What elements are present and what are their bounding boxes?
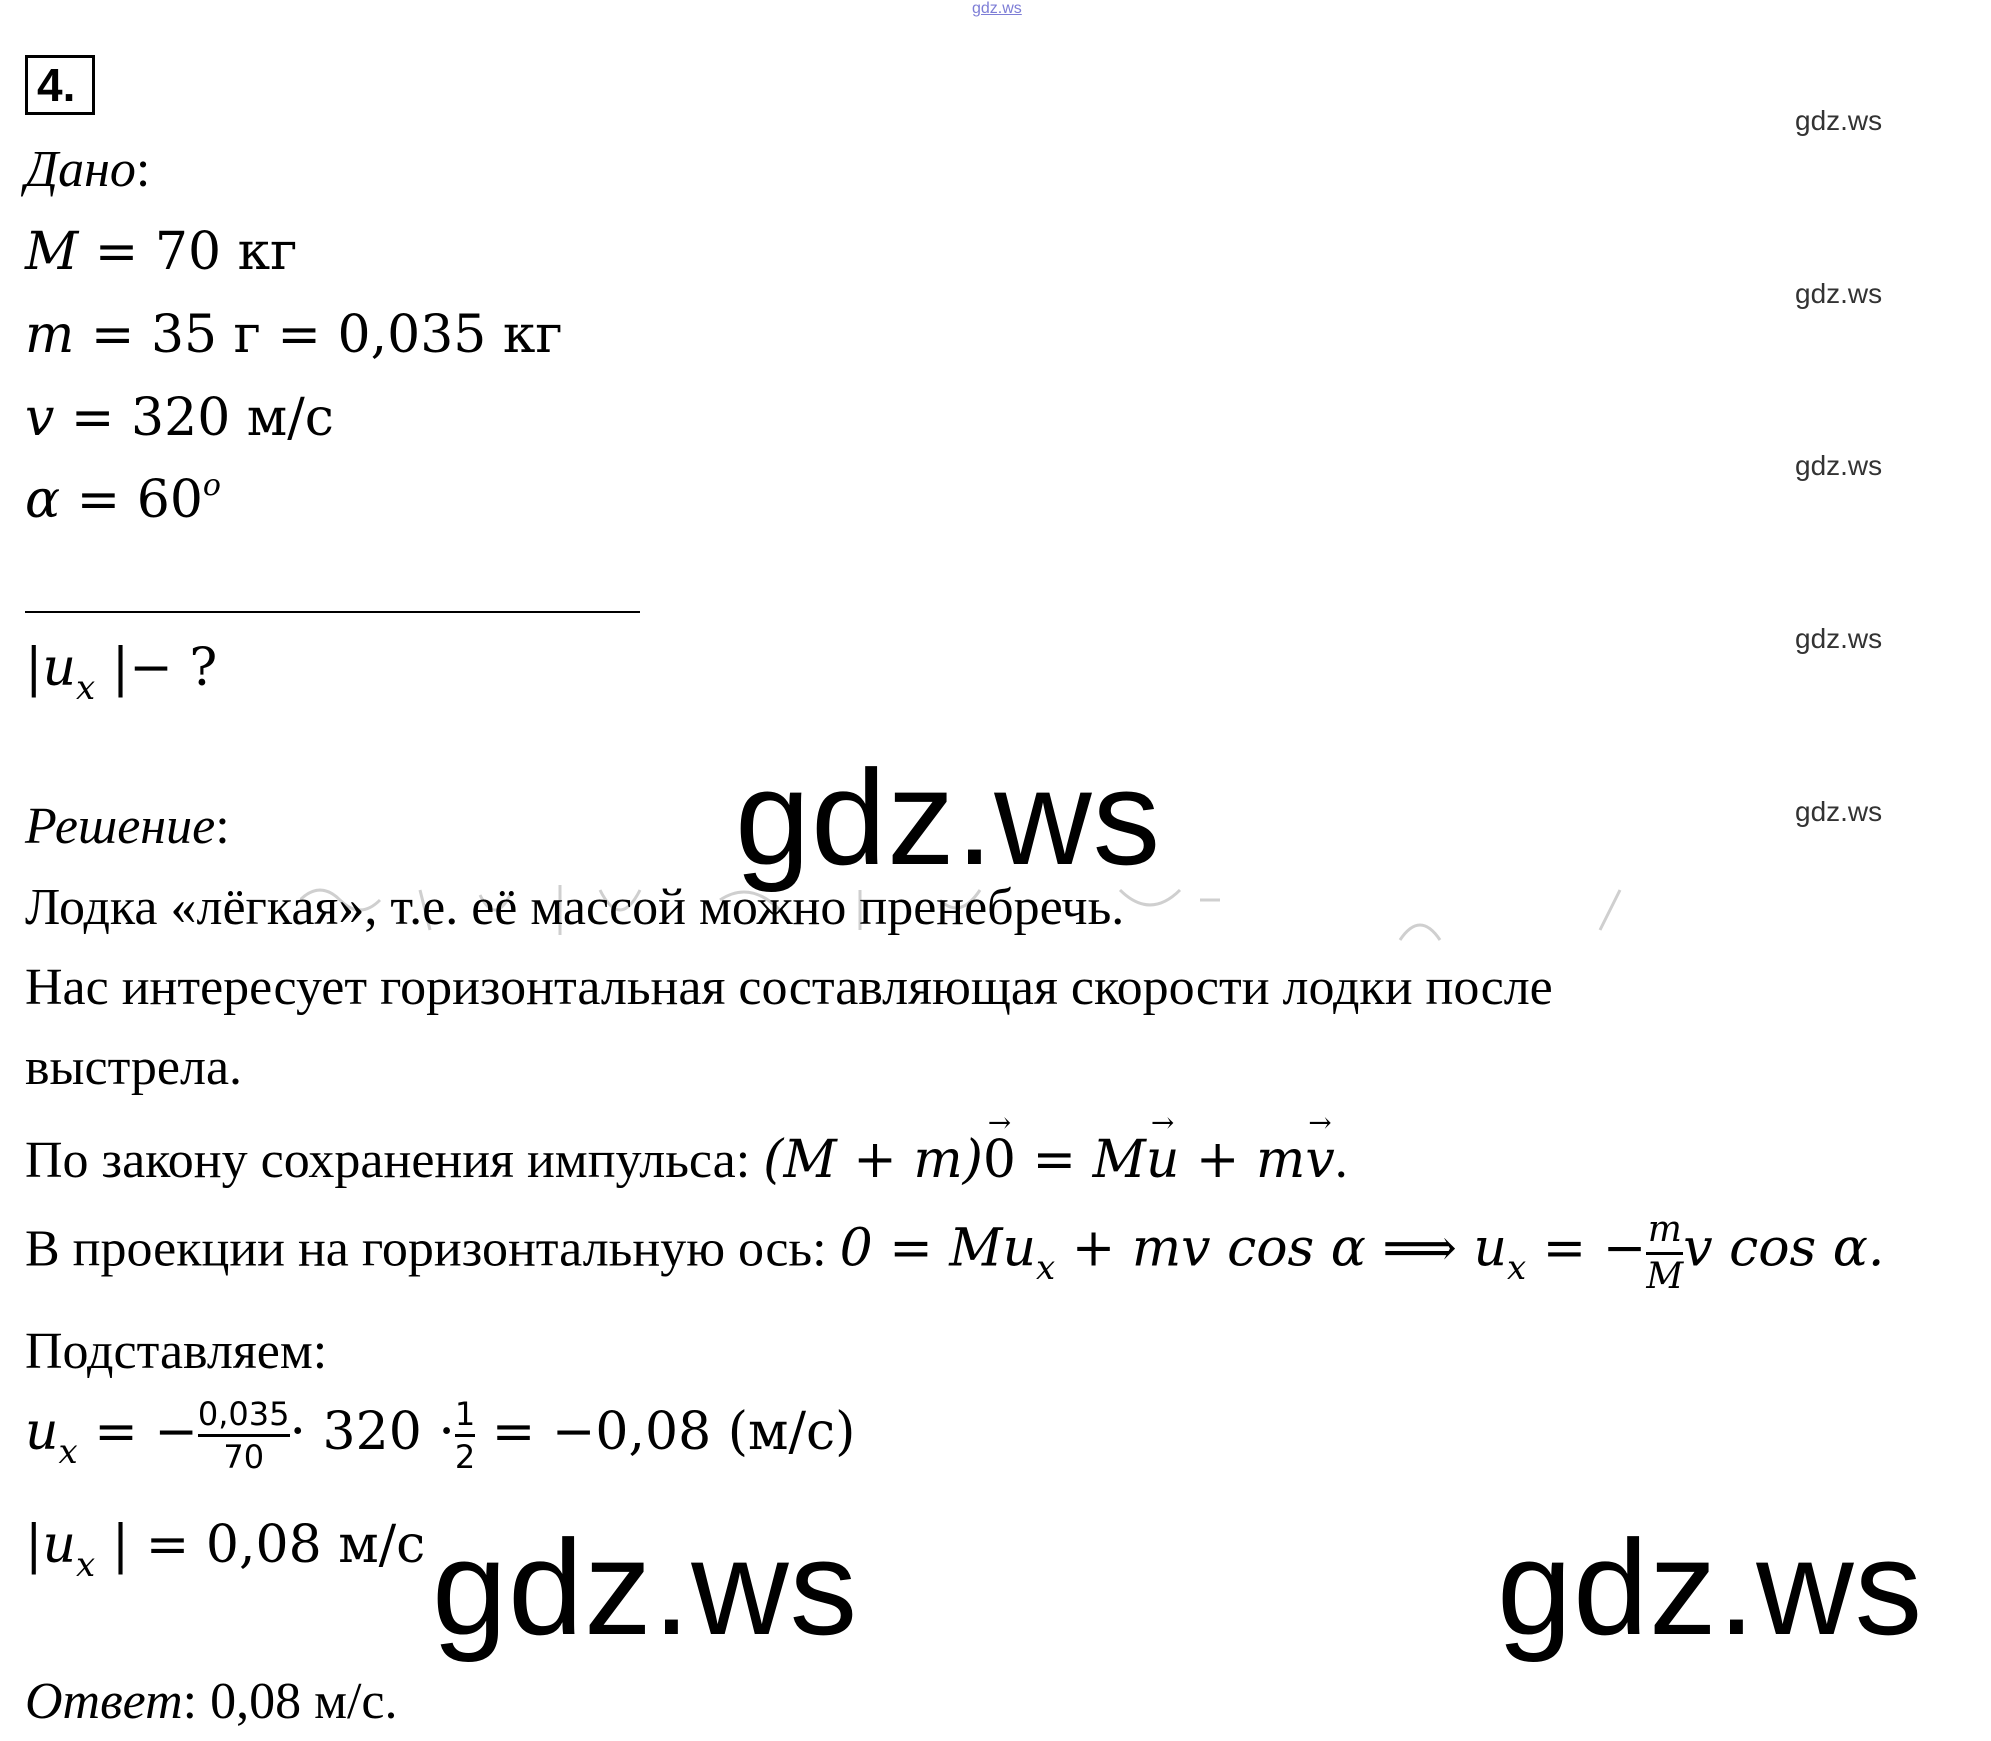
given-velocity	[25, 388, 334, 448]
given-heading	[25, 140, 150, 199]
given-colon: :	[135, 141, 151, 198]
var-v: v	[25, 388, 55, 448]
watermark-small-5: gdz.ws	[1795, 796, 1883, 827]
projection-eq-b: + mv cos α ⟹ u	[1055, 1218, 1507, 1279]
solution-line-6: Подставляем:	[25, 1323, 328, 1380]
val-v: = 320 м/с	[54, 388, 334, 448]
solution-line-3: выстрела.	[25, 1039, 243, 1096]
fraction-numerator: 1	[454, 1395, 476, 1433]
watermark-big-center: gdz.ws	[735, 742, 1162, 893]
given-mass-M	[25, 222, 297, 282]
fraction-numerator: m	[1647, 1209, 1682, 1250]
fraction-numerator: 0,035	[197, 1395, 290, 1433]
momentum-eq-c: + m	[1179, 1130, 1306, 1190]
find-line	[25, 638, 218, 708]
given-divider	[25, 611, 640, 613]
vector-u: → u	[1146, 1130, 1180, 1190]
projection-text: В проекции на горизонтальную ось:	[25, 1220, 840, 1278]
momentum-eq-a: (M + m)	[763, 1130, 983, 1190]
fraction-bar	[1646, 1252, 1683, 1255]
momentum-law-text: По закону сохранения импульса:	[25, 1132, 764, 1189]
abs-rest: | = 0,08 м/с	[95, 1515, 426, 1575]
calculation-line	[25, 1395, 856, 1476]
var-M: M	[25, 222, 79, 282]
solution-line-2: Нас интересует горизонтальная составляющая скорости лодки после	[25, 959, 1553, 1016]
calc-eq-c: = −0,08 (м/с)	[475, 1402, 856, 1462]
val-alpha: = 60	[60, 470, 203, 530]
watermark-small-2: gdz.ws	[1795, 278, 1883, 309]
abs-value-line	[25, 1515, 426, 1585]
vector-zero: → 0	[983, 1130, 1016, 1190]
alpha-degree-sup: o	[202, 468, 221, 503]
find-abs-open: |	[25, 638, 43, 698]
solution-line-4	[25, 1130, 1348, 1190]
answer-heading: Ответ	[25, 1673, 183, 1730]
given-heading-text: Дано	[25, 141, 136, 198]
var-alpha: α	[25, 470, 61, 530]
problem-number: 4.	[25, 55, 95, 115]
find-close: |− ?	[95, 638, 218, 698]
given-angle	[25, 470, 221, 530]
projection-sub-2: x	[1506, 1248, 1527, 1289]
fraction-m-over-M	[1646, 1209, 1684, 1297]
calc-sub: x	[58, 1432, 78, 1472]
fraction-bar	[455, 1434, 475, 1437]
given-mass-m	[25, 305, 563, 365]
find-var: u	[42, 638, 77, 698]
solution-line-1: Лодка «лёгкая», т.е. её массой можно пренебречь.	[25, 879, 1125, 936]
fraction-1-over-2	[454, 1395, 476, 1476]
fraction-denominator: 2	[454, 1438, 476, 1476]
projection-eq-d: v cos α.	[1683, 1218, 1885, 1279]
fraction-denominator: 70	[223, 1438, 265, 1476]
solution-colon: :	[215, 798, 230, 855]
momentum-eq-end: .	[1334, 1132, 1348, 1189]
projection-eq-a: 0 = Mu	[839, 1218, 1037, 1279]
watermark-top-link[interactable]: gdz.ws	[972, 0, 1022, 17]
solution-line-5	[25, 1209, 1885, 1297]
solution-heading	[25, 797, 230, 856]
fraction-0035-over-70	[197, 1395, 290, 1476]
watermark-big-bottom-left: gdz.ws	[432, 1512, 859, 1663]
abs-sub: x	[76, 1545, 96, 1585]
watermark-small-1: gdz.ws	[1795, 105, 1883, 136]
find-sub: x	[76, 668, 96, 708]
val-M: = 70 кг	[78, 222, 298, 282]
watermark-small-4: gdz.ws	[1795, 623, 1883, 654]
answer-text: : 0,08 м/с.	[182, 1673, 398, 1730]
vector-v: → v	[1305, 1130, 1334, 1190]
watermark-big-bottom-right: gdz.ws	[1497, 1512, 1924, 1663]
calc-eq-b: · 320 ·	[289, 1402, 455, 1462]
answer-line	[25, 1672, 398, 1731]
var-m: m	[25, 305, 75, 365]
abs-open: |u	[25, 1515, 77, 1575]
projection-eq-c: = −	[1526, 1218, 1647, 1279]
fraction-bar	[198, 1434, 290, 1437]
momentum-eq-b: = M	[1016, 1130, 1146, 1190]
watermark-small-3: gdz.ws	[1795, 450, 1883, 481]
solution-heading-text: Решение	[25, 798, 216, 855]
fraction-denominator: M	[1646, 1256, 1684, 1297]
calc-eq-a: = −	[77, 1402, 198, 1462]
projection-sub-1: x	[1036, 1248, 1056, 1289]
calc-u: u	[25, 1402, 59, 1462]
val-m: = 35 г = 0,035 кг	[74, 305, 563, 365]
